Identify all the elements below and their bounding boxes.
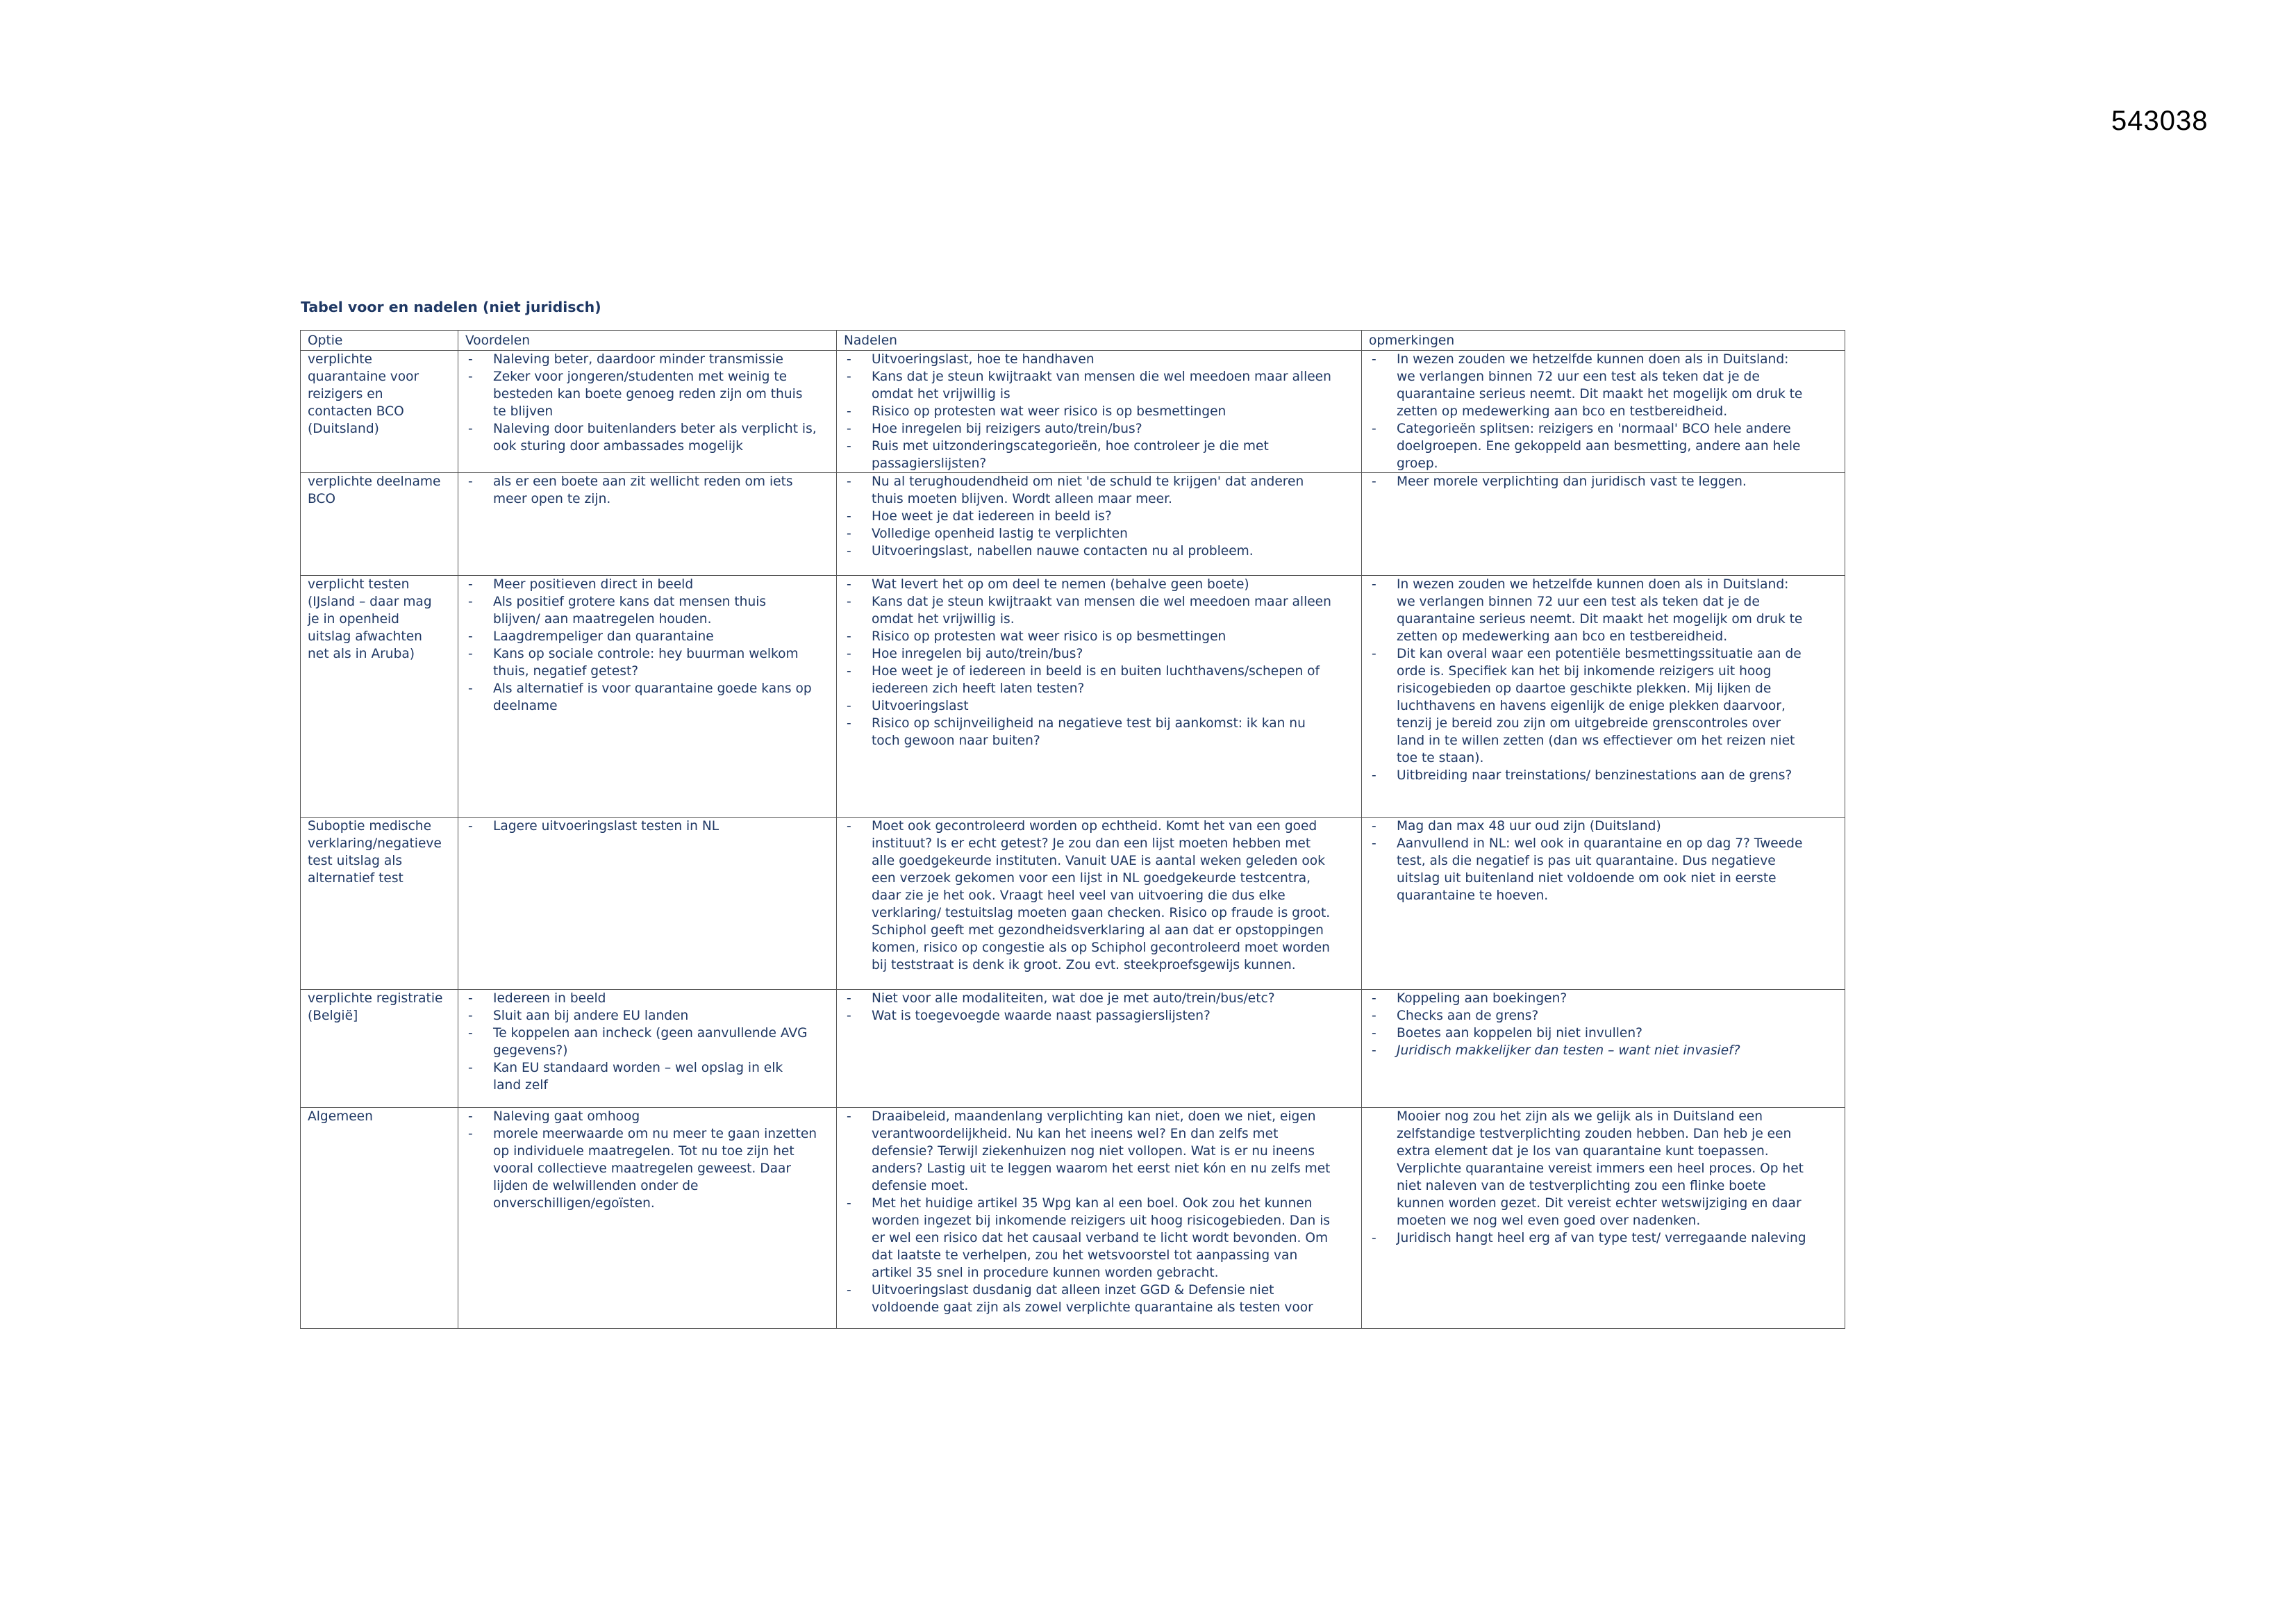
- line-text: Categorieën splitsen: reizigers en 'normaal' BCO hele andere: [1397, 422, 1791, 436]
- list-item: [1369, 1007, 1839, 1025]
- line-text: we verlangen binnen 72 uur een test als teken dat je de: [1397, 595, 1760, 609]
- line-text: Meer morele verplichting dan juridisch vast te leggen.: [1397, 474, 1747, 489]
- bullet-dash: -: [847, 716, 851, 731]
- line-text: tenzij je bereid zou zijn om uitgebreide grenscontroles over: [1397, 716, 1781, 731]
- line-text: Dit kan overal waar een potentiële besmettingssituatie aan de: [1397, 647, 1802, 661]
- list-item: [844, 1007, 1356, 1025]
- opmerkingen-cell: [1362, 990, 1845, 1108]
- line-text: besteden kan boete genoeg reden zijn om thuis: [493, 387, 803, 401]
- line-text: Naleving gaat omhoog: [493, 1109, 640, 1124]
- nadelen-list: [844, 1108, 1356, 1316]
- line-text: uitslag uit buitenland niet voldoende om ook niet in eerste: [1397, 871, 1777, 886]
- line-text: land in te willen zetten (dan ws effectiever om het reizen niet: [1397, 734, 1795, 748]
- table-row: [301, 351, 1845, 473]
- voordelen-list: [465, 818, 831, 835]
- bullet-dash: -: [468, 1061, 473, 1075]
- bullet-dash: -: [847, 474, 851, 489]
- list-item: [1369, 1025, 1839, 1042]
- bullet-dash: -: [1372, 819, 1376, 834]
- opmerkingen-cell: [1362, 473, 1845, 576]
- bullet-dash: -: [1372, 577, 1376, 592]
- list-item: [844, 508, 1356, 525]
- line-text: toch gewoon naar buiten?: [872, 734, 1040, 748]
- line-text: Risico op protesten wat weer risico is op besmettingen: [872, 404, 1226, 419]
- line-text: onverschilligen/egoïsten.: [493, 1196, 655, 1211]
- line-text: worden ingezet bij inkomende reizigers uit hoog risicogebieden. Dan is: [872, 1213, 1331, 1228]
- line-text: komen, risico op congestie als op Schiphol gecontroleerd moet worden: [872, 941, 1330, 955]
- bullet-dash: -: [847, 439, 851, 454]
- list-item: [465, 1007, 831, 1025]
- line-text: passagierslijsten?: [872, 456, 987, 471]
- option-line: verklaring/negatieve: [308, 836, 442, 851]
- bullet-dash: -: [847, 404, 851, 419]
- list-item: [465, 1025, 831, 1059]
- line-text: instituut? Is er echt getest? Je zou dan een lijst moeten hebben met: [872, 836, 1311, 851]
- line-text: artikel 35 snel in procedure kunnen worden gebracht.: [872, 1266, 1219, 1280]
- list-item: [1369, 1229, 1839, 1247]
- line-text: Volledige openheid lastig te verplichten: [872, 527, 1128, 541]
- line-text: verklaring/ testuitslag moeten gaan checken. Risico op fraude is groot.: [872, 906, 1331, 920]
- list-item: [1369, 1042, 1839, 1059]
- line-text: kunnen worden gezet. Dit vereist echter wetswijziging en daar: [1397, 1196, 1802, 1211]
- line-text: Te koppelen aan incheck (geen aanvullende AVG: [493, 1026, 808, 1041]
- line-text: lijden de welwillenden onder de: [493, 1179, 699, 1193]
- line-text: defensie? Terwijl ziekenhuizen nog niet vollopen. Wat is er nu ineens: [872, 1144, 1315, 1159]
- option-line: reizigers en: [308, 387, 383, 401]
- nadelen-list: [844, 473, 1356, 560]
- line-text: niet naleven van de testverplichting zou een flinke boete: [1397, 1179, 1766, 1193]
- list-item: [465, 351, 831, 368]
- line-text: In wezen zouden we hetzelfde kunnen doen als in Duitsland:: [1397, 577, 1789, 592]
- list-item: [844, 663, 1356, 697]
- line-text: iedereen zich heeft laten testen?: [872, 681, 1085, 696]
- bullet-dash: -: [847, 527, 851, 541]
- bullet-dash: -: [468, 819, 473, 834]
- list-item: [844, 697, 1356, 715]
- line-text: defensie moet.: [872, 1179, 969, 1193]
- line-text: we verlangen binnen 72 uur een test als teken dat je de: [1397, 370, 1760, 384]
- list-item: [1369, 645, 1839, 767]
- list-item: [844, 715, 1356, 749]
- list-item: [844, 1195, 1356, 1282]
- line-text: thuis moeten blijven. Wordt alleen maar meer.: [872, 492, 1172, 506]
- voordelen-cell: [458, 576, 837, 818]
- line-text: moeten we nog wel even goed over nadenken.: [1397, 1213, 1701, 1228]
- voordelen-cell: [458, 818, 837, 990]
- option-line: contacten BCO: [308, 404, 404, 419]
- list-item: [1369, 576, 1839, 645]
- option-line: BCO: [308, 492, 336, 506]
- line-text: Wat is toegevoegde waarde naast passagierslijsten?: [872, 1009, 1211, 1023]
- bullet-dash: -: [1372, 991, 1376, 1006]
- table-row: [301, 576, 1845, 818]
- line-text: Hoe weet je dat iedereen in beeld is?: [872, 509, 1112, 524]
- option-line: verplichte deelname: [308, 474, 441, 489]
- opmerkingen-list: [1369, 576, 1839, 784]
- nadelen-cell: [837, 990, 1362, 1108]
- line-text: Naleving door buitenlanders beter als verplicht is,: [493, 422, 817, 436]
- bullet-dash: -: [847, 699, 851, 713]
- bullet-dash: -: [468, 352, 473, 367]
- line-text: vooral collectieve maatregelen geweest. Daar: [493, 1161, 791, 1176]
- list-item: [1369, 818, 1839, 835]
- line-text: orde is. Specifiek kan het bij inkomende reizigers uit hoog: [1397, 664, 1772, 679]
- voordelen-cell: [458, 990, 837, 1108]
- bullet-dash: -: [847, 422, 851, 436]
- line-text: Mooier nog zou het zijn als we gelijk als in Duitsland een: [1397, 1109, 1763, 1124]
- list-item: [844, 438, 1356, 472]
- opmerkingen-cell: [1362, 1108, 1845, 1329]
- nadelen-list: [844, 351, 1356, 472]
- line-text: daar zie je het ook. Vraagt heel veel van uitvoering die dus elke: [872, 888, 1286, 903]
- list-item: [465, 1108, 831, 1125]
- opmerkingen-cell: [1362, 351, 1845, 473]
- bullet-dash: -: [1372, 1026, 1376, 1041]
- bullet-dash: -: [847, 544, 851, 558]
- line-text: verantwoordelijkheid. Nu kan het ineens wel? En dan zelfs met: [872, 1127, 1279, 1141]
- table-row: [301, 818, 1845, 990]
- line-text: risicogebieden op daartoe geschikte plekken. Mij lijken de: [1397, 681, 1772, 696]
- bullet-dash: -: [847, 595, 851, 609]
- bullet-dash: -: [847, 991, 851, 1006]
- list-item: [1369, 767, 1839, 784]
- line-text: Juridisch hangt heel erg af van type test/ verregaande naleving: [1397, 1231, 1806, 1245]
- bullet-dash: -: [468, 1127, 473, 1141]
- list-item: [844, 368, 1356, 403]
- option-line: je in openheid: [308, 612, 399, 627]
- option-line: Algemeen: [308, 1109, 373, 1124]
- pros-cons-table: [300, 330, 1845, 1329]
- table-row: [301, 990, 1845, 1108]
- voordelen-list: [465, 473, 831, 508]
- opmerkingen-list: [1369, 351, 1839, 472]
- option-line: (België]: [308, 1009, 358, 1023]
- bullet-dash: -: [468, 577, 473, 592]
- list-item: [465, 368, 831, 420]
- bullet-dash: -: [468, 370, 473, 384]
- line-text: doelgroepen. Ene gekoppeld aan besmetting, andere aan hele: [1397, 439, 1801, 454]
- line-text: Schiphol geeft met gezondheidsverklaring al aan dat er opstoppingen: [872, 923, 1324, 938]
- document-number: 543038: [2111, 106, 2208, 136]
- line-text: Iedereen in beeld: [493, 991, 606, 1006]
- line-text: een verzoek gekomen voor een lijst in NL goedgekeurde testcentra,: [872, 871, 1311, 886]
- bullet-dash: -: [1372, 1009, 1376, 1023]
- nadelen-cell: [837, 1108, 1362, 1329]
- line-text: Moet ook gecontroleerd worden op echtheid. Komt het van een goed: [872, 819, 1317, 834]
- line-text: test, als die negatief is pas uit quarantaine. Dus negatieve: [1397, 854, 1776, 868]
- option-line: quarantaine voor: [308, 370, 419, 384]
- option-cell: [301, 990, 458, 1108]
- bullet-dash: -: [847, 370, 851, 384]
- nadelen-cell: [837, 818, 1362, 990]
- bullet-dash: -: [468, 474, 473, 489]
- line-text: In wezen zouden we hetzelfde kunnen doen als in Duitsland:: [1397, 352, 1789, 367]
- bullet-dash: -: [468, 1109, 473, 1124]
- list-item: [844, 990, 1356, 1007]
- line-text: Als positief grotere kans dat mensen thuis: [493, 595, 767, 609]
- bullet-dash: -: [1372, 474, 1376, 489]
- header-voordelen: Voordelen: [458, 331, 837, 351]
- option-cell: [301, 576, 458, 818]
- option-line: (IJsland – daar mag: [308, 595, 432, 609]
- nadelen-cell: [837, 473, 1362, 576]
- bullet-dash: -: [1372, 768, 1376, 783]
- bullet-dash: -: [468, 422, 473, 436]
- bullet-dash: -: [468, 647, 473, 661]
- line-text: gegevens?): [493, 1043, 568, 1058]
- list-item: [844, 1282, 1356, 1316]
- table-row: [301, 1108, 1845, 1329]
- list-item: [844, 403, 1356, 420]
- line-text: voldoende gaat zijn als zowel verplichte quarantaine als testen voor: [872, 1300, 1313, 1315]
- bullet-dash: -: [1372, 1231, 1376, 1245]
- voordelen-cell: [458, 1108, 837, 1329]
- line-text: zelfstandige testverplichting zouden hebben. Dan heb je een: [1397, 1127, 1792, 1141]
- bullet-dash: -: [847, 819, 851, 834]
- line-text: zetten op medewerking aan bco en testbereidheid.: [1397, 404, 1728, 419]
- list-item: [1369, 420, 1839, 472]
- line-text: deelname: [493, 699, 558, 713]
- opmerkingen-list: [1369, 1108, 1839, 1247]
- list-item: [844, 473, 1356, 508]
- line-text: extra element dat je los van quarantaine kunt toepassen.: [1397, 1144, 1769, 1159]
- bullet-dash: -: [1372, 836, 1376, 851]
- voordelen-cell: [458, 351, 837, 473]
- list-item: [465, 680, 831, 715]
- line-text: anders? Lastig uit te leggen waarom het eerst niet kón en nu zelfs met: [872, 1161, 1331, 1176]
- option-cell: [301, 1108, 458, 1329]
- line-text: Kan EU standaard worden – wel opslag in elk: [493, 1061, 783, 1075]
- line-text: Aanvullend in NL: wel ook in quarantaine en op dag 7? Tweede: [1397, 836, 1803, 851]
- nadelen-cell: [837, 351, 1362, 473]
- voordelen-list: [465, 990, 831, 1094]
- bullet-dash: -: [847, 509, 851, 524]
- list-item: [1369, 351, 1839, 420]
- option-line: alternatief test: [308, 871, 404, 886]
- header-nadelen: Nadelen: [837, 331, 1362, 351]
- line-text: Laagdrempeliger dan quarantaine: [493, 629, 714, 644]
- nadelen-list: [844, 990, 1356, 1025]
- line-text: Kans dat je steun kwijtraakt van mensen die wel meedoen maar alleen: [872, 595, 1331, 609]
- option-line: verplichte registratie: [308, 991, 443, 1006]
- line-text: Sluit aan bij andere EU landen: [493, 1009, 689, 1023]
- bullet-dash: -: [468, 1026, 473, 1041]
- nadelen-list: [844, 576, 1356, 749]
- bullet-dash: -: [1372, 1043, 1376, 1058]
- line-text: Meer positieven direct in beeld: [493, 577, 694, 592]
- bullet-dash: -: [468, 629, 473, 644]
- line-text: quarantaine serieus neemt. Dit maakt het mogelijk om druk te: [1397, 387, 1803, 401]
- bullet-dash: -: [847, 1283, 851, 1298]
- option-line: (Duitsland): [308, 422, 379, 436]
- option-line: net als in Aruba): [308, 647, 415, 661]
- line-text: land zelf: [493, 1078, 548, 1093]
- line-text: ook sturing door ambassades mogelijk: [493, 439, 743, 454]
- line-text: Risico op protesten wat weer risico is op besmettingen: [872, 629, 1226, 644]
- option-line: test uitslag als: [308, 854, 403, 868]
- nadelen-list: [844, 818, 1356, 974]
- list-item: [465, 593, 831, 628]
- line-text: toe te staan).: [1397, 751, 1484, 765]
- option-line: uitslag afwachten: [308, 629, 422, 644]
- line-text: Juridisch makkelijker dan testen – want niet invasief?: [1397, 1043, 1740, 1058]
- line-text: als er een boete aan zit wellicht reden om iets: [493, 474, 793, 489]
- list-item: [465, 576, 831, 593]
- bullet-dash: -: [847, 577, 851, 592]
- line-text: morele meerwaarde om nu meer te gaan inzetten: [493, 1127, 817, 1141]
- option-cell: [301, 351, 458, 473]
- list-item: [844, 576, 1356, 593]
- nadelen-cell: [837, 576, 1362, 818]
- opmerkingen-cell: [1362, 576, 1845, 818]
- bullet-dash: -: [847, 1109, 851, 1124]
- list-item: [465, 628, 831, 645]
- line-text: Uitbreiding naar treinstations/ benzinestations aan de grens?: [1397, 768, 1792, 783]
- line-text: Risico op schijnveiligheid na negatieve test bij aankomst: ik kan nu: [872, 716, 1306, 731]
- line-text: Met het huidige artikel 35 Wpg kan al een boel. Ook zou het kunnen: [872, 1196, 1313, 1211]
- list-item: [465, 1059, 831, 1094]
- line-text: Ruis met uitzonderingscategorieën, hoe controleer je die met: [872, 439, 1269, 454]
- voordelen-list: [465, 351, 831, 455]
- list-item: [465, 645, 831, 680]
- list-item: [465, 990, 831, 1007]
- line-text: groep.: [1397, 456, 1438, 471]
- line-text: Uitvoeringslast: [872, 699, 969, 713]
- table-title: Tabel voor en nadelen (niet juridisch): [301, 299, 601, 315]
- opmerkingen-list: [1369, 990, 1839, 1059]
- bullet-dash: -: [1372, 422, 1376, 436]
- bullet-dash: -: [468, 1009, 473, 1023]
- line-text: blijven/ aan maatregelen houden.: [493, 612, 712, 627]
- option-line: verplichte: [308, 352, 372, 367]
- line-text: Als alternatief is voor quarantaine goede kans op: [493, 681, 812, 696]
- bullet-dash: -: [847, 629, 851, 644]
- line-text: dat laatste te verhelpen, zou het wetsvoorstel tot aanpassing van: [872, 1248, 1298, 1263]
- bullet-dash: -: [847, 352, 851, 367]
- bullet-dash: -: [847, 664, 851, 679]
- header-opmerkingen: opmerkingen: [1362, 331, 1845, 351]
- voordelen-cell: [458, 473, 837, 576]
- bullet-dash: -: [1372, 647, 1376, 661]
- line-text: te blijven: [493, 404, 554, 419]
- line-text: Kans dat je steun kwijtraakt van mensen die wel meedoen maar alleen: [872, 370, 1331, 384]
- line-text: er wel een risico dat het causaal verband te licht wordt bevonden. Om: [872, 1231, 1329, 1245]
- list-item: [465, 473, 831, 508]
- list-item: [844, 593, 1356, 628]
- voordelen-list: [465, 1108, 831, 1212]
- bullet-dash: -: [1372, 352, 1376, 367]
- line-text: bij teststraat is denk ik groot. Zou evt. steekproefsgewijs kunnen.: [872, 958, 1296, 972]
- list-item: [844, 818, 1356, 974]
- table-header-row: [301, 331, 1845, 351]
- list-item: [844, 1108, 1356, 1195]
- list-item: [1369, 473, 1839, 490]
- list-item: [465, 1125, 831, 1212]
- line-text: Checks aan de grens?: [1397, 1009, 1539, 1023]
- list-item: [844, 628, 1356, 645]
- line-text: Verplichte quarantaine vereist immers een heel proces. Op het: [1397, 1161, 1804, 1176]
- list-item: [844, 525, 1356, 542]
- line-text: Koppeling aan boekingen?: [1397, 991, 1567, 1006]
- option-cell: [301, 473, 458, 576]
- line-text: Uitvoeringslast, hoe te handhaven: [872, 352, 1095, 367]
- list-item: [1369, 835, 1839, 904]
- line-text: Hoe inregelen bij reizigers auto/trein/bus?: [872, 422, 1142, 436]
- line-text: Uitvoeringslast dusdanig dat alleen inzet GGD & Defensie niet: [872, 1283, 1274, 1298]
- line-text: omdat het vrijwillig is: [872, 387, 1010, 401]
- line-text: thuis, negatief getest?: [493, 664, 639, 679]
- list-item: [1369, 990, 1839, 1007]
- line-text: Draaibeleid, maandenlang verplichting kan niet, doen we niet, eigen: [872, 1109, 1316, 1124]
- list-item: [465, 818, 831, 835]
- opmerkingen-list: [1369, 473, 1839, 490]
- line-text: Boetes aan koppelen bij niet invullen?: [1397, 1026, 1643, 1041]
- line-text: Uitvoeringslast, nabellen nauwe contacten nu al probleem.: [872, 544, 1254, 558]
- bullet-dash: -: [468, 681, 473, 696]
- list-item: [844, 542, 1356, 560]
- voordelen-list: [465, 576, 831, 715]
- list-item: [844, 351, 1356, 368]
- opmerkingen-list: [1369, 818, 1839, 904]
- list-item: [1369, 1108, 1839, 1229]
- line-text: zetten op medewerking aan bco en testbereidheid.: [1397, 629, 1728, 644]
- line-text: alle goedgekeurde instituten. Vanuit UAE is aantal weken geleden ook: [872, 854, 1325, 868]
- line-text: quarantaine te hoeven.: [1397, 888, 1549, 903]
- list-item: [844, 420, 1356, 438]
- line-text: Naleving beter, daardoor minder transmissie: [493, 352, 783, 367]
- line-text: Hoe weet je of iedereen in beeld is en buiten luchthavens/schepen of: [872, 664, 1320, 679]
- line-text: Niet voor alle modaliteiten, wat doe je met auto/trein/bus/etc?: [872, 991, 1275, 1006]
- line-text: meer open te zijn.: [493, 492, 611, 506]
- line-text: op individuele maatregelen. Tot nu toe zijn het: [493, 1144, 795, 1159]
- list-item: [465, 420, 831, 455]
- option-line: verplicht testen: [308, 577, 410, 592]
- line-text: Wat levert het op om deel te nemen (behalve geen boete): [872, 577, 1249, 592]
- bullet-dash: -: [847, 1196, 851, 1211]
- line-text: Kans op sociale controle: hey buurman welkom: [493, 647, 799, 661]
- line-text: Nu al terughoudendheid om niet 'de schuld te krijgen' dat anderen: [872, 474, 1304, 489]
- line-text: luchthavens en havens eigenlijk de enige plekken daarvoor,: [1397, 699, 1786, 713]
- header-optie: Optie: [301, 331, 458, 351]
- bullet-dash: -: [847, 647, 851, 661]
- table-row: [301, 473, 1845, 576]
- bullet-dash: -: [847, 1009, 851, 1023]
- option-line: Suboptie medische: [308, 819, 432, 834]
- bullet-dash: -: [468, 991, 473, 1006]
- list-item: [844, 645, 1356, 663]
- line-text: Zeker voor jongeren/studenten met weinig te: [493, 370, 788, 384]
- option-cell: [301, 818, 458, 990]
- line-text: omdat het vrijwillig is.: [872, 612, 1015, 627]
- line-text: quarantaine serieus neemt. Dit maakt het mogelijk om druk te: [1397, 612, 1803, 627]
- line-text: Hoe inregelen bij auto/trein/bus?: [872, 647, 1083, 661]
- bullet-dash: -: [468, 595, 473, 609]
- opmerkingen-cell: [1362, 818, 1845, 990]
- line-text: Mag dan max 48 uur oud zijn (Duitsland): [1397, 819, 1661, 834]
- line-text: Lagere uitvoeringslast testen in NL: [493, 819, 719, 834]
